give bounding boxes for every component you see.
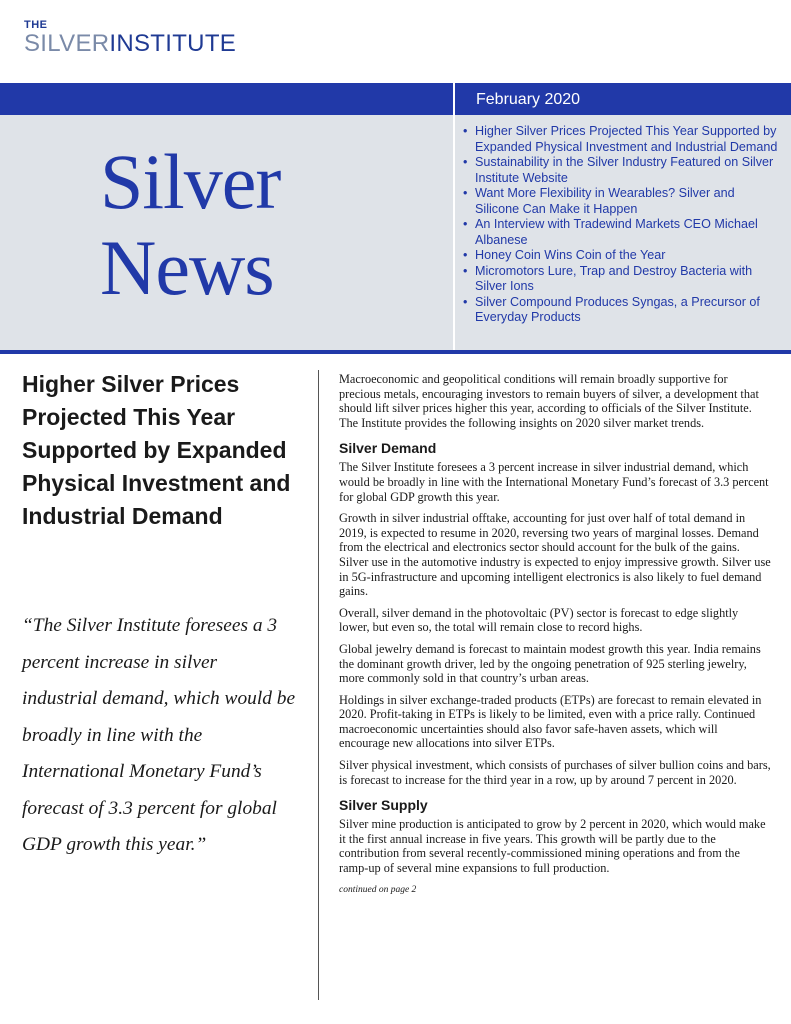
masthead-news: News bbox=[100, 224, 274, 311]
bullet-icon: • bbox=[463, 186, 468, 200]
toc-item-label: Sustainability in the Silver Industry Featured on Silver Institute Website bbox=[475, 155, 774, 185]
bullet-icon: • bbox=[463, 155, 468, 169]
logo-institute: INSTITUTE bbox=[109, 30, 237, 57]
table-of-contents bbox=[461, 124, 781, 326]
masthead-silver: Silver bbox=[100, 138, 281, 225]
section-heading-supply: Silver Supply bbox=[339, 797, 428, 814]
body-paragraph: Silver physical investment, which consists of purchases of silver bullion coins and bars, is forecast to increase for the third year in a row, up by around 7 percent in 2020. bbox=[339, 758, 771, 787]
body-paragraph: Overall, silver demand in the photovoltaic (PV) sector is forecast to edge slightly lower, but even so, the total will remain close to record highs. bbox=[339, 605, 739, 635]
silver-institute-logo bbox=[24, 20, 236, 57]
bullet-icon: • bbox=[463, 263, 468, 278]
body-paragraph: Silver mine production is anticipated to grow by 2 percent in 2020, which would make it the first annual increase in five years. This growth will be partly due to the contribution from several recently-commissioned mining operations and from the ramp-up of several mine expansions to full production. bbox=[339, 817, 766, 876]
intro-paragraph: Macroeconomic and geopolitical conditions will remain broadly supportive for precious metals, encouraging investors to remain buyers of silver, a development that should lift silver prices higher this year, according to officials of the Silver Institute. The Institute provides the following insights on 2020 silver market trends. bbox=[339, 372, 759, 430]
body-paragraph: Growth in silver industrial offtake, accounting for just over half of total demand in 2019, is expected to resume in 2020, reversing two years of marginal losses. Demand from the electrical and electronics sector should account for the bulk of the gains. Silver use in the automotive industry is expected to enjoy impressive growth. Silver use in 5G-infrastructure and upcoming intelligent electronics is also likely to fuel demand gains. bbox=[339, 511, 771, 599]
toc-item[interactable] bbox=[461, 155, 781, 186]
body-paragraph: Global jewelry demand is forecast to maintain modest growth this year. India remains the dominant growth driver, led by the ongoing penetration of 925 sterling jewelry, more commonly sold in that country’s urban areas. bbox=[339, 641, 761, 686]
body-paragraph: Holdings in silver exchange-traded products (ETPs) are forecast to remain elevated in 2020. Profit-taking in ETPs is likely to be limited, even with a price rally. Continued macroeconomic uncertainties should also favor safe-haven assets, which will encourage new allocations into silver ETPs. bbox=[339, 692, 762, 751]
toc-item[interactable] bbox=[461, 186, 781, 217]
toc-item-label: An Interview with Tradewind Markets CEO Michael Albanese bbox=[475, 217, 758, 247]
article-body bbox=[339, 372, 771, 896]
headline-column bbox=[22, 368, 302, 533]
article-headline: Higher Silver Prices Projected This Year Supported by Expanded Physical Investment and Industrial Demand bbox=[22, 371, 291, 529]
toc-item[interactable] bbox=[461, 124, 781, 155]
section-heading-demand: Silver Demand bbox=[339, 440, 437, 457]
column-divider bbox=[318, 370, 319, 1000]
issue-date: February 2020 bbox=[476, 91, 581, 108]
continued-link[interactable]: continued on page 2 bbox=[339, 884, 417, 895]
toc-item-label: Want More Flexibility in Wearables? Silver and Silicone Can Make it Happen bbox=[475, 186, 735, 216]
pull-quote: “The Silver Institute foresees a 3 percent increase in silver industrial demand, which would be broadly in line with the International Monetary Fund’s forecast of 3.3 percent for global GDP growth this year.” bbox=[22, 615, 296, 855]
bullet-icon: • bbox=[463, 248, 468, 262]
toc-item-label: Higher Silver Prices Projected This Year Supported by Expanded Physical Investment and Industrial Demand bbox=[475, 124, 778, 154]
bullet-icon: • bbox=[463, 217, 468, 231]
body-paragraph: The Silver Institute foresees a 3 percent increase in silver industrial demand, which would be broadly in line with the International Monetary Fund’s forecast of 3.3 percent for global GDP growth this year. bbox=[339, 460, 769, 504]
logo-wordmark bbox=[24, 31, 236, 57]
masthead-underline bbox=[0, 350, 791, 354]
bullet-icon: • bbox=[463, 124, 468, 138]
toc-item[interactable] bbox=[461, 217, 781, 248]
toc-item-label: Micromotors Lure, Trap and Destroy Bacteria with Silver Ions bbox=[475, 263, 753, 293]
toc-item[interactable] bbox=[461, 264, 781, 295]
logo-the: THE bbox=[24, 19, 48, 31]
toc-item[interactable] bbox=[461, 248, 781, 264]
header-bar bbox=[0, 83, 791, 115]
logo-silver: SILVER bbox=[24, 30, 110, 57]
toc-item[interactable] bbox=[461, 295, 781, 326]
toc-item-label: Honey Coin Wins Coin of the Year bbox=[475, 248, 666, 262]
bullet-icon: • bbox=[463, 294, 468, 309]
toc-item-label: Silver Compound Produces Syngas, a Precursor of Everyday Products bbox=[475, 294, 760, 324]
header-divider bbox=[453, 83, 455, 351]
